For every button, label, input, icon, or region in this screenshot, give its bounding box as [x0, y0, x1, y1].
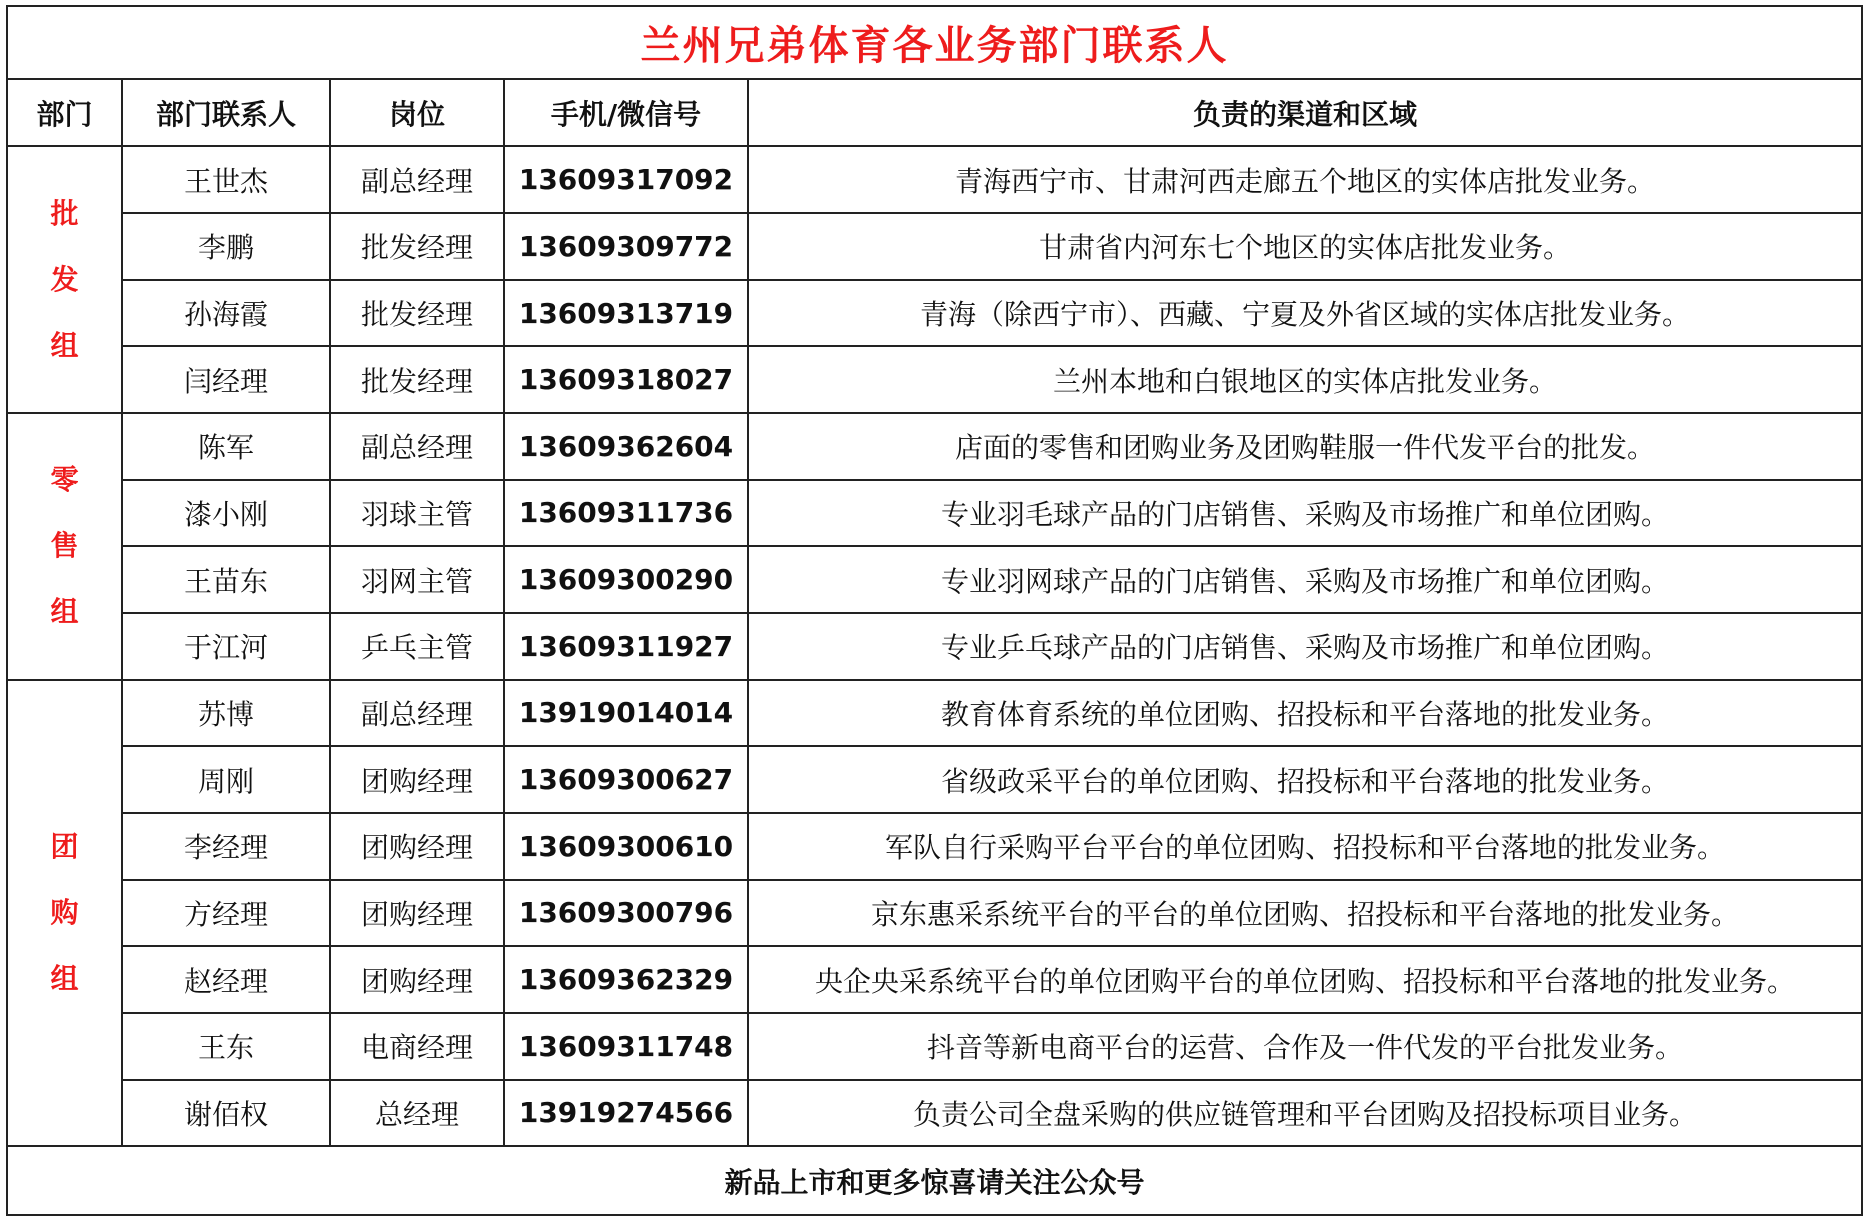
phone-cell: 13609300627	[504, 746, 748, 813]
contact-name-cell: 谢佰权	[122, 1080, 330, 1147]
header-phone: 手机/微信号	[504, 79, 748, 147]
position-cell: 团购经理	[330, 880, 504, 947]
position-cell: 批发经理	[330, 213, 504, 280]
position-cell: 批发经理	[330, 280, 504, 347]
table-row	[7, 680, 1862, 747]
position-cell: 批发经理	[330, 346, 504, 413]
table-row	[7, 280, 1862, 347]
dept-char: 组	[50, 328, 79, 362]
contact-name-cell: 李鹏	[122, 213, 330, 280]
phone-cell: 13609300610	[504, 813, 748, 880]
phone-cell: 13919274566	[504, 1080, 748, 1147]
phone-cell: 13609313719	[504, 280, 748, 347]
contact-name-cell: 陈军	[122, 413, 330, 480]
dept-char: 零	[50, 463, 79, 497]
header-area: 负责的渠道和区域	[748, 79, 1862, 147]
header-dept: 部门	[7, 79, 122, 147]
header-row	[7, 79, 1862, 147]
position-cell: 副总经理	[330, 146, 504, 213]
page-title: 兰州兄弟体育各业务部门联系人	[640, 22, 1229, 69]
phone-cell: 13609311748	[504, 1013, 748, 1080]
area-cell: 青海（除西宁市）、西藏、宁夏及外省区域的实体店批发业务。	[748, 280, 1862, 347]
footer-text: 新品上市和更多惊喜请关注公众号	[7, 1146, 1862, 1215]
table-row	[7, 1013, 1862, 1080]
contact-name-cell: 孙海霞	[122, 280, 330, 347]
table-row	[7, 813, 1862, 880]
area-cell: 专业乒乓球产品的门店销售、采购及市场推广和单位团购。	[748, 613, 1862, 680]
dept-char: 组	[50, 595, 79, 629]
contact-name-cell: 周刚	[122, 746, 330, 813]
dept-cell	[7, 680, 122, 1147]
position-cell: 羽球主管	[330, 480, 504, 547]
area-cell: 兰州本地和白银地区的实体店批发业务。	[748, 346, 1862, 413]
area-cell: 甘肃省内河东七个地区的实体店批发业务。	[748, 213, 1862, 280]
phone-cell: 13609300796	[504, 880, 748, 947]
dept-char: 发	[50, 262, 79, 296]
table-row	[7, 946, 1862, 1013]
contact-name-cell: 赵经理	[122, 946, 330, 1013]
dept-char: 售	[50, 529, 79, 563]
position-cell: 团购经理	[330, 813, 504, 880]
contact-name-cell: 漆小刚	[122, 480, 330, 547]
table-row	[7, 880, 1862, 947]
phone-cell: 13609311736	[504, 480, 748, 547]
position-cell: 电商经理	[330, 1013, 504, 1080]
area-cell: 店面的零售和团购业务及团购鞋服一件代发平台的批发。	[748, 413, 1862, 480]
table-row	[7, 1080, 1862, 1147]
dept-char: 组	[50, 961, 79, 995]
area-cell: 省级政采平台的单位团购、招投标和平台落地的批发业务。	[748, 746, 1862, 813]
phone-cell: 13609362604	[504, 413, 748, 480]
phone-cell: 13609318027	[504, 346, 748, 413]
area-cell: 专业羽网球产品的门店销售、采购及市场推广和单位团购。	[748, 546, 1862, 613]
area-cell: 专业羽毛球产品的门店销售、采购及市场推广和单位团购。	[748, 480, 1862, 547]
area-cell: 青海西宁市、甘肃河西走廊五个地区的实体店批发业务。	[748, 146, 1862, 213]
table-row	[7, 613, 1862, 680]
table-row	[7, 346, 1862, 413]
dept-cell	[7, 146, 122, 413]
contact-name-cell: 王东	[122, 1013, 330, 1080]
header-contact: 部门联系人	[122, 79, 330, 147]
dept-char: 批	[50, 196, 79, 230]
position-cell: 团购经理	[330, 946, 504, 1013]
table-row	[7, 413, 1862, 480]
title-cell	[7, 6, 1862, 79]
position-cell: 羽网主管	[330, 546, 504, 613]
table-row	[7, 746, 1862, 813]
contact-name-cell: 王世杰	[122, 146, 330, 213]
table-row	[7, 213, 1862, 280]
position-cell: 副总经理	[330, 680, 504, 747]
dept-char: 购	[50, 895, 79, 929]
position-cell: 总经理	[330, 1080, 504, 1147]
phone-cell: 13919014014	[504, 680, 748, 747]
table-row	[7, 146, 1862, 213]
position-cell: 团购经理	[330, 746, 504, 813]
area-cell: 抖音等新电商平台的运营、合作及一件代发的平台批发业务。	[748, 1013, 1862, 1080]
area-cell: 负责公司全盘采购的供应链管理和平台团购及招投标项目业务。	[748, 1080, 1862, 1147]
contact-name-cell: 苏博	[122, 680, 330, 747]
footer-row	[7, 1146, 1862, 1215]
dept-char: 团	[50, 829, 79, 863]
phone-cell: 13609311927	[504, 613, 748, 680]
position-cell: 副总经理	[330, 413, 504, 480]
contact-name-cell: 闫经理	[122, 346, 330, 413]
area-cell: 军队自行采购平台平台的单位团购、招投标和平台落地的批发业务。	[748, 813, 1862, 880]
contact-name-cell: 于江河	[122, 613, 330, 680]
header-position: 岗位	[330, 79, 504, 147]
contact-name-cell: 李经理	[122, 813, 330, 880]
contact-name-cell: 方经理	[122, 880, 330, 947]
phone-cell: 13609300290	[504, 546, 748, 613]
phone-cell: 13609362329	[504, 946, 748, 1013]
table-row	[7, 480, 1862, 547]
contact-table	[6, 5, 1863, 1216]
position-cell: 乒乓主管	[330, 613, 504, 680]
area-cell: 央企央采系统平台的单位团购平台的单位团购、招投标和平台落地的批发业务。	[748, 946, 1862, 1013]
contact-name-cell: 王苗东	[122, 546, 330, 613]
area-cell: 京东惠采系统平台的平台的单位团购、招投标和平台落地的批发业务。	[748, 880, 1862, 947]
table-row	[7, 546, 1862, 613]
phone-cell: 13609317092	[504, 146, 748, 213]
area-cell: 教育体育系统的单位团购、招投标和平台落地的批发业务。	[748, 680, 1862, 747]
dept-cell	[7, 413, 122, 680]
phone-cell: 13609309772	[504, 213, 748, 280]
